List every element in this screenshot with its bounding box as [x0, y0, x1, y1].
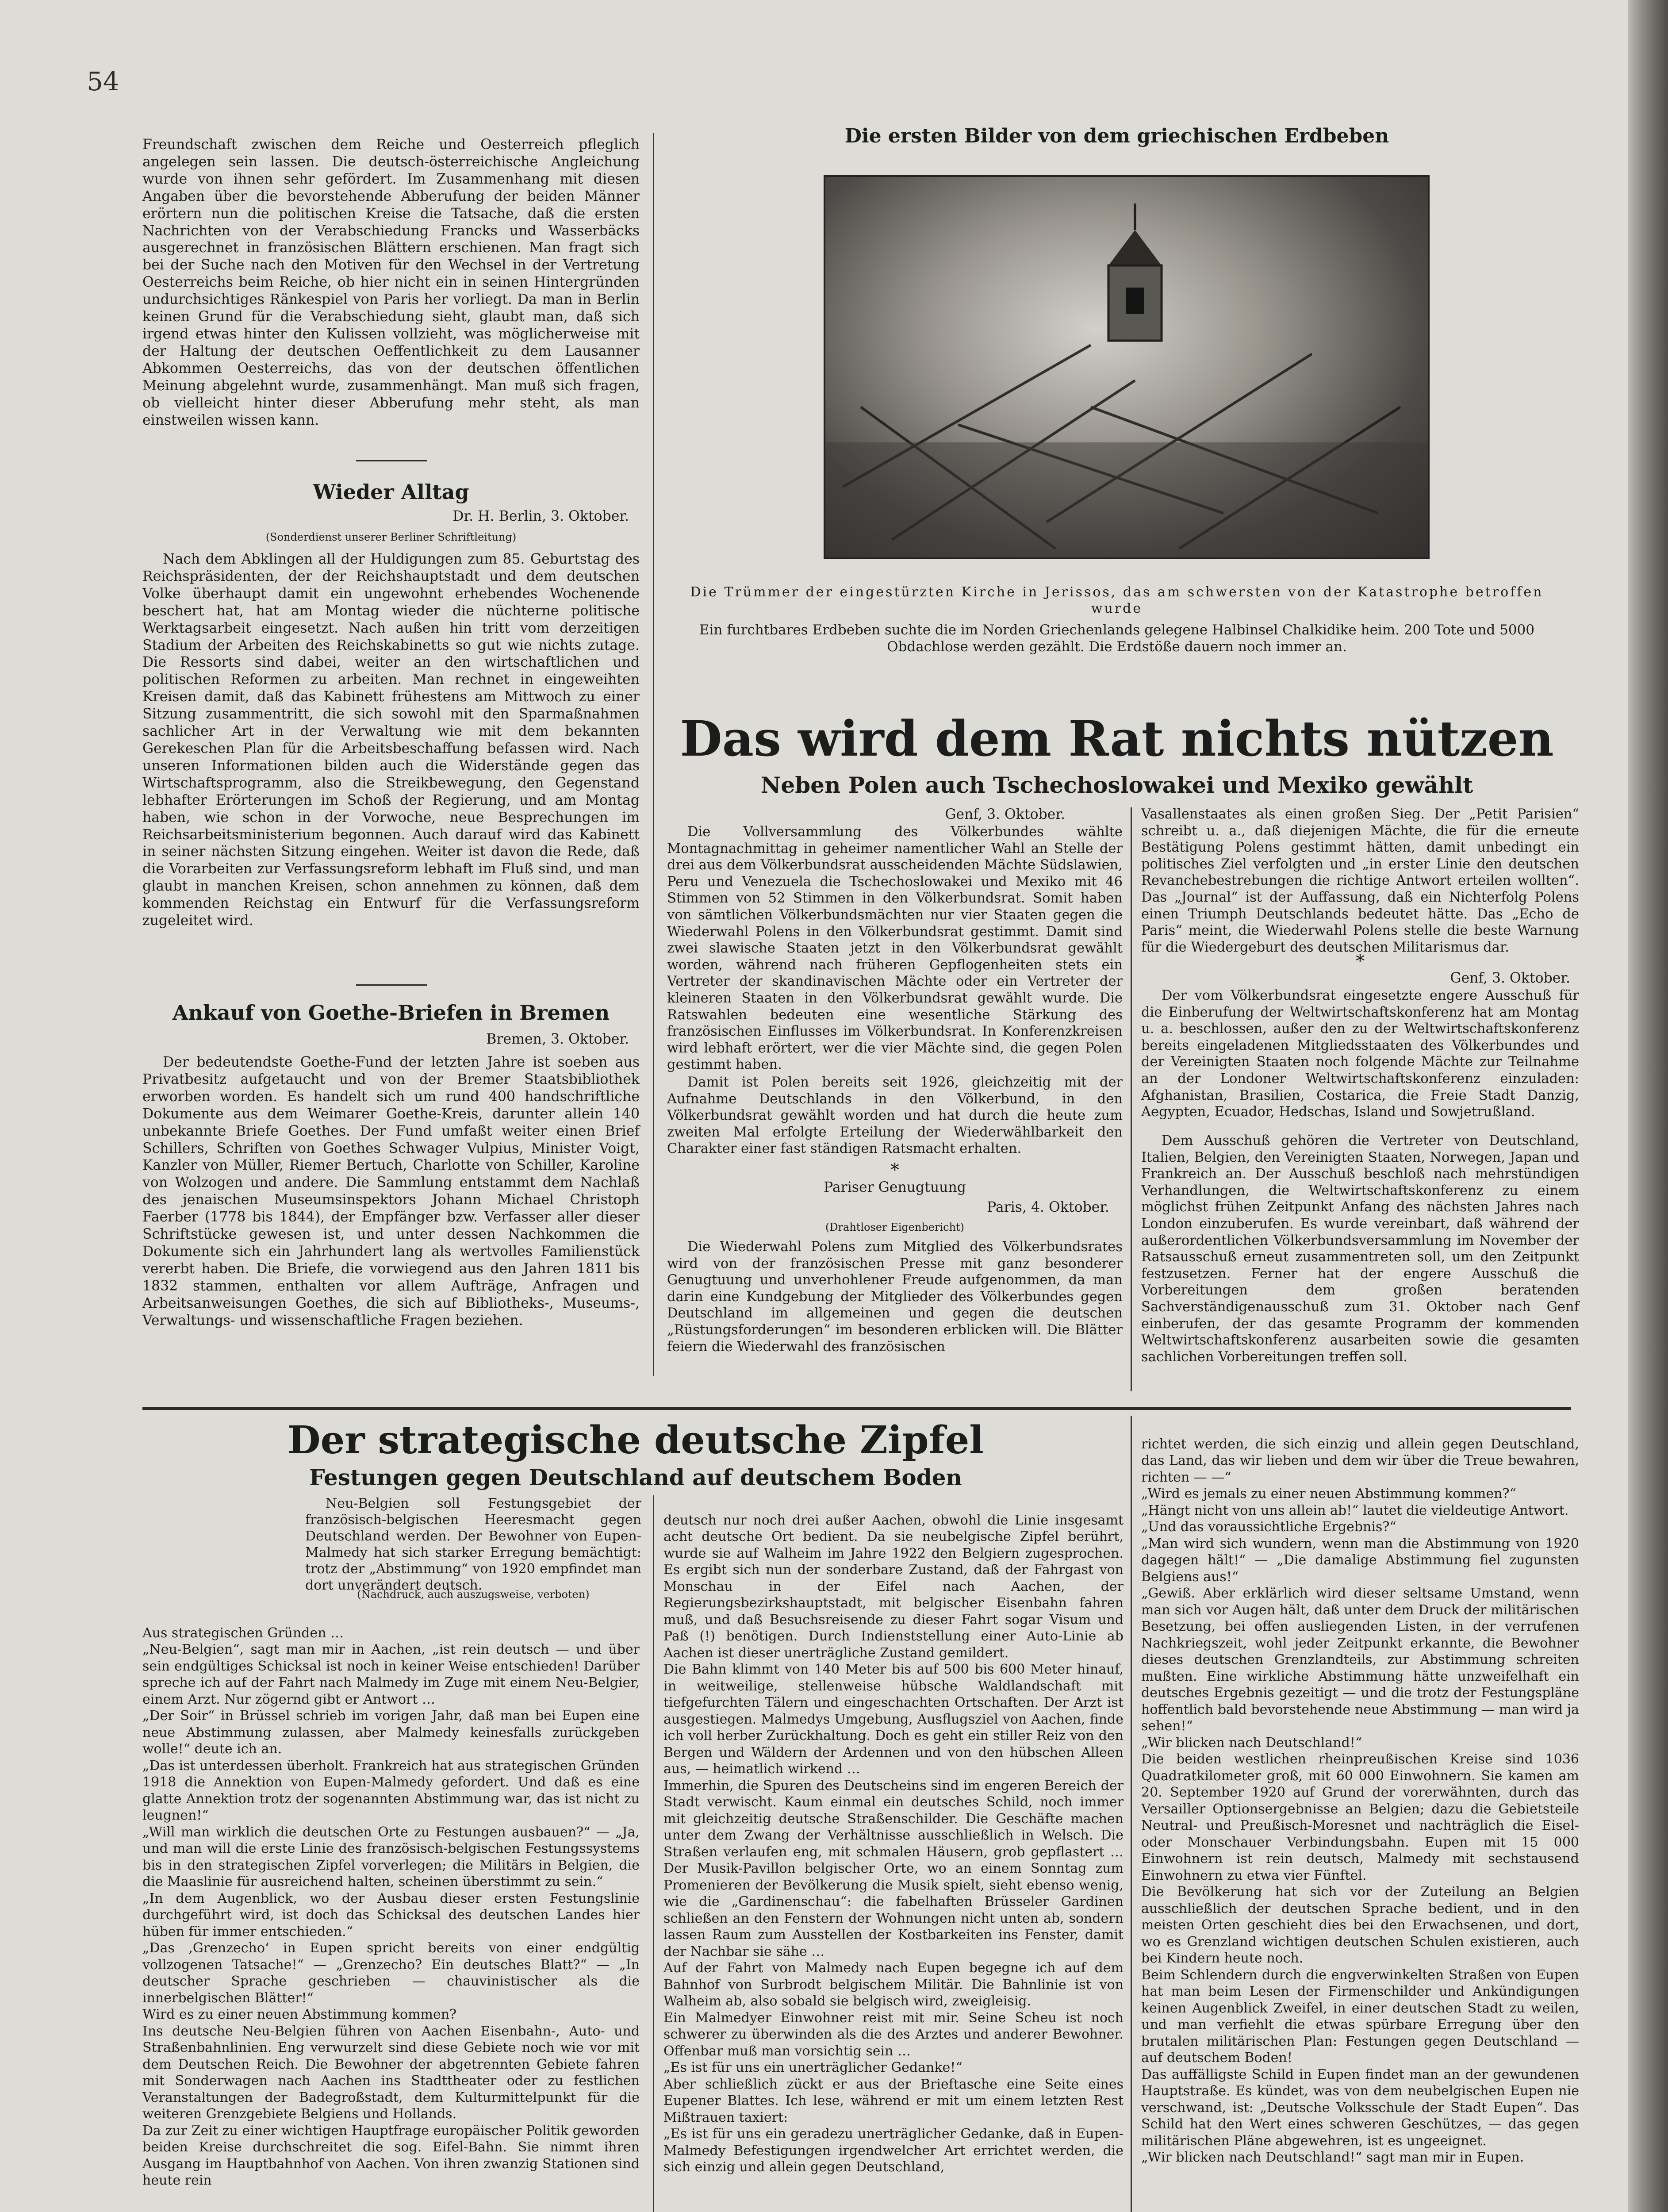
paragraph: Aus strategischen Gründen … „Neu-Belgien“, sagt man mir in Aachen, „ist rein deutsch — und über sein endgültiges Schicksal ist noch in keiner Weise entschieden! Darüber spreche ich auf der Fahrt nach Malmedy im Zuge mit einem Neu-Belgier, einem Arzt. Nur zögernd gibt er Antwort … „Der Soir“ in Brüssel schrieb im vorigen Jahr, daß man bei Eupen eine neue Abstimmung zulassen, aber Malmedy keinesfalls zurückgeben wolle!“ deute ich an. „Das ist unterdessen überholt. Frankreich hat aus strategischen Gründen 1918 die Annektion von Eupen-Malmedy gefordert. Und daß es eine glatte Annektion trotz der sogenannten Abstimmung war, das ist nicht zu leugnen!“ „Will man wirklich die deutschen Orte zu Festungen ausbauen?“ — „Ja, und man will die erste Linie des französisch-belgischen Festungssystems bis in den strategischen Zipfel vorverlegen; die Militärs in Belgien, die die Maaslinie für ausreichend halten, scheinen überstimmt zu sein.“ „In dem Augenblick, wo der Ausbau dieser ersten Festungslinie durchgeführt wird, ist doch das Schicksal des deutschen Landes hier hüben für immer entschieden.“ „Das ‚Grenzecho‘ in Eupen spricht bereits von einer endgültig vollzogenen Tatsache!“ — „Grenzecho? Ein deutsches Blatt?“ — „In deutscher Sprache geschrieben — chauvinistischer als die innerbelgischen Blätter!“ Wird es zu einer neuen Abstimmung kommen? Ins deutsche Neu-Belgien führen von Aachen Eisenbahn-, Auto- und Straßenbahnlinien. Eng verwurzelt sind diese Gebiete noch wie vor mit dem Deutschen Reich. Die Bewohner der abgetrennten Gebiete fahren mit Sonderwagen nach Aachen ins Stadttheater oder zu festlichen Veranstaltungen der Badegroßstadt, dem Kulturmittelpunkt für die weiteren Grenzgebiete Belgiens und Hollands. Da zur Zeit zu einer wichtigen Hauptfrage europäischer Politik geworden beiden Kreise durchschreitet die sog. Eifel-Bahn. Sie nimmt ihren Ausgang im Hauptbahnhof von Aachen. Von ihren zwanzig Stationen sind heute rein — [142, 1625, 640, 2188]
service-note: (Sonderdienst unserer Berliner Schriftleitung) — [265, 531, 517, 543]
photo-caption-1: Die Trümmer der eingestürzten Kirche in Jerissos, das am schwersten von der Katastrophe betroffen wurde — [690, 584, 1544, 616]
column-rule — [1131, 1416, 1132, 2212]
rat-right-text-2 — [1141, 987, 1579, 1129]
rat-right-text — [1141, 806, 1579, 965]
paragraph: Der vom Völkerbundsrat eingesetzte engere Ausschuß für die Einberufung der Weltwirtschaftskonferenz hat am Montag u. a. beschlossen, außer den zu der Weltwirtschaftskonferenz bereits eingeladenen Mitgliedsstaaten des Völkerbundes und der Vereinigten Staaten noch folgende Mächte zur Teilnahme an der Londoner Weltwirtschaftskonferenz einzuladen: Afghanistan, Brasilien, Costarica, die Freie Stadt Danzig, Aegypten, Ecuador, Hedschas, Island und Sowjetrußland. — [1141, 988, 1579, 1120]
paragraph: Damit ist Polen bereits seit 1926, gleichzeitig mit der Aufnahme Deutschlands in den Völkerbund, in den Völkerbundsrat gewählt worden und hat durch die heute zum zweiten Mal erfolgte Erteilung der Wiederwählbarkeit den Charakter einer fast ständigen Ratsmacht erhalten. — [667, 1075, 1123, 1157]
paragraph: Die Vollversammlung des Völkerbundes wählte Montagnachmittag in geheimer namentlicher Wahl an Stelle der drei aus dem Völkerbundsrat ausscheidenden Mächte Südslawien, Peru und Venezuela die Tschechoslowakei und Mexiko mit 46 Stimmen von 52 Stimmen in den Völkerbundsrat. Somit haben von sämtlichen Völkerbundsmächten nur vier Staaten gegen die Wiederwahl Polens in den Völkerbundsrat gestimmt. Damit sind zwei slawische Staaten jetzt in den Völkerbundsrat gewählt worden, während nach früheren Gepflogenheiten stets ein Vertreter der skandinavischen Mächte oder ein Vertreter der kleineren Staaten in den Völkerbundsrat gewählt wurde. Die Ratswahlen bedeuten eine wesentliche Stärkung des französischen Einflusses im Völkerbundsrat. In Konferenzkreisen wird lebhaft erörtert, wer die vier Mächte sind, die gegen Polen gestimmt haben. — [667, 824, 1123, 1073]
divider — [356, 460, 427, 461]
column-rule — [653, 1495, 654, 2212]
zipfel-col2-text — [663, 1495, 1124, 2212]
paragraph: Nach dem Abklingen all der Huldigungen zum 85. Geburtstag des Reichspräsidenten, der der Reichshauptstadt und dem deutschen Volke überhaupt damit ein ungewohnt erhebendes Wochenende beschert hat, hat am Montag wieder die nüchterne politische Werktagsarbeit eingesetzt. Nach außen hin tritt vom derzeitigen Stadium der Arbeiten des Reichskabinetts so gut wie nichts zutage. Die Ressorts sind dabei, weiter an den wirtschaftlichen und politischen Reformen zu arbeiten. Man rechnet in eingeweihten Kreisen damit, daß das Kabinett frühestens am Mittwoch zu einer Sitzung zusammentritt, die sich sowohl mit den Sparmaßnahmen sachlicher Art in der Verwaltung wie mit dem bekannten Gerekeschen Plan für die Arbeitsbeschaffung befassen wird. Nach unseren Informationen bilden auch die Widerstände gegen das Wirtschaftsprogramm, also die Streikbewegung, den Gegenstand lebhafter Erörterungen im Schoß der Regierung, und am Montag haben, wie schon in der Vorwoche, neue Besprechungen im Reichsarbeitsministerium begonnen. Auch darauf wird das Kabinett in seiner nächsten Sitzung eingehen. Weiter ist davon die Rede, daß die Vorarbeiten zur Verfassungsreform lebhaft im Fluß sind, und man glaubt in manchen Kreisen, schon annehmen zu können, daß dem kommenden Reichstag ein Entwurf für die Verfassungsreform zugeleitet wird. — [142, 551, 640, 929]
headline: Wieder Alltag — [313, 480, 469, 504]
zipfel-intro — [305, 1495, 641, 1593]
column-rule — [1131, 807, 1132, 1391]
article-goethe-text — [142, 1054, 640, 1388]
headline: Ankauf von Goethe-Briefen in Bremen — [172, 1001, 610, 1025]
article-wieder-alltag-text — [142, 551, 640, 975]
paragraph: Vasallenstaates als einen großen Sieg. Der „Petit Parisien“ schreibt u. a., daß diejenigen Mächte, die für die erneute Bestätigung Polens gestimmt hätten, damit unbedingt ein politisches Ziel verfolgten und „in erster Linie den deutschen Revanchebestrebungen die richtige Antwort erteilen wollten“. Das „Journal“ ist der Auffassung, daß ein Nichterfolg Polens einen Triumph Deutschlands bedeutet hätte. Das „Echo de Paris“ meint, die Wiederwahl Polens stelle die beste Warnung für die Wiedergeburt des deutschen Militarismus dar. — [1141, 806, 1579, 955]
paragraph: deutsch nur noch drei außer Aachen, obwohl die Linie insgesamt acht deutsche Ort bedient. Da sie neubelgische Zipfel berührt, wurde sie auf Walheim im Jahre 1922 den Belgiern zugesprochen. Es ergibt sich nun der sonderbare Zustand, daß der Fahrgast von Monschau in der Eifel nach Aachen, der Regierungsbezirkshauptstadt, mit belgischer Eisenbahn fahren muß, und daß Besuchsreisende zu dieser Fahrt sogar Visum und Paß (!) benötigen. Durch Indienststellung einer Auto-Linie ab Aachen ist dieser unerträgliche Zustand gemildert. Die Bahn klimmt von 140 Meter bis auf 500 bis 600 Meter hinauf, in weitweilige, stellenweise hübsche Waldlandschaft mit tiefgefurchten Tälern und eingeschachten Ortschaften. Der Arzt ist ausgestiegen. Malmedys Umgebung, Ausflugsziel von Aachen, finde ich voll herber Zurückhaltung. Doch es geht ein stiller Reiz von den Bergen und Wäldern der Ardennen und von den hübschen Alleen aus, — heimatlich wirkend … Immerhin, die Spuren des Deutscheins sind im engeren Bereich der Stadt verwischt. Kaum einmal ein deutsches Schild, noch immer mit gleichzeitig deutsche Straßenschilder. Die Geschäfte machen unter dem Zwang der Verhältnisse ausschließlich in Welsch. Die Straßen verlaufen eng, mit schmalen Häusern, grob gepflastert … Der Musik-Pavillon belgischer Orte, wo an einem Sonntag zum Promenieren der Bevölkerung die Musik spielt, sieht ebenso wenig, wie die „Gardinenschau“: die fabelhaften Brüsseler Gardinen schließen an den Fenstern der Wohnungen nicht unten ab, sondern lassen Raum zum Ausstellen der Kostbarkeiten ins Fenster, damit der Nachbar sie sähe … Auf der Fahrt von Malmedy nach Eupen begegne ich auf dem Bahnhof von Surbrodt belgischem Militär. Die Bahnlinie ist von Walheim ab, also sobald sie belgisch wird, zweigleisig. Ein Malmedyer Einwohner reist mit mir. Seine Scheu ist noch schwerer zu überwinden als die des Arztes und anderer Bewohner. Offenbar muß man vorsichtig sein … „Es ist für uns ein unerträglicher Gedanke!“ Aber schließlich zückt er aus der Brieftasche eine Seite eines Eupener Blattes. Ich lese, während er mit um einem letzten Rest Mißtrauen taxiert: „Es ist für uns ein geradezu unerträglicher Gedanke, daß in Eupen-Malmedy Befestigungen irgendwelcher Art errichtet werden, die sich einzig und allein gegen Deutschland, — [663, 1512, 1124, 2175]
dateline: Genf, 3. Oktober. — [1450, 970, 1570, 986]
dateline: Genf, 3. Oktober. — [945, 806, 1065, 822]
page-number: 54 — [87, 66, 119, 96]
dateline: Bremen, 3. Oktober. — [486, 1031, 629, 1047]
rat-left-text — [667, 824, 1123, 1071]
rat-left-text-3 — [667, 1239, 1123, 1389]
section-rule — [142, 1407, 1571, 1410]
church-ruins-image — [825, 177, 1428, 557]
rat-right-text-3 — [1141, 1133, 1579, 1389]
dateline: Dr. H. Berlin, 3. Oktober. — [452, 508, 629, 524]
section-subheadline: Festungen gegen Deutschland auf deutschem Boden — [309, 1464, 962, 1490]
separator-star: * — [890, 1160, 899, 1180]
subheadline: Neben Polen auch Tschechoslowakei und Mexiko gewählt — [760, 772, 1473, 798]
paragraph: Dem Ausschuß gehören die Vertreter von Deutschland, Italien, Belgien, den Vereinigten Staaten, Norwegen, Japan und Frankreich an. Der Ausschuß beschloß nach mehrstündigen Verhandlungen, die Weltwirtschaftskonferenz zu einem möglichst frühen Zeitpunkt Anfang des nächsten Jahres nach London einzuberufen. Es wurde vereinbart, daß während der außerordentlichen Völkerbundsversammlung im November der Ratsausschuß erneut zusammentreten soll, um den Zeitpunkt festzusetzen. Ferner hat der engere Ausschuß die Vorbereitungen dem großen beratenden Sachverständigenausschuß zum 31. Oktober nach Genf einberufen, der das gesamte Programm der kommenden Weltwirtschaftskonferenz ausarbeiten sowie die gesamten sachlichen Vorbereitungen treffen soll. — [1141, 1133, 1579, 1365]
photo-caption-2: Ein furchtbares Erdbeben suchte die im Norden Griechenlands gelegene Halbinsel Chalkidike heim. 200 Tote und 5000 Obdachlose werden gezählt. Die Erdstöße dauern noch immer an. — [699, 622, 1535, 655]
section-headline: Der strategische deutsche Zipfel — [288, 1418, 984, 1463]
article-oesterreich-text — [142, 136, 640, 455]
separator-star: * — [1356, 951, 1365, 972]
main-headline: Das wird dem Rat nichts nützen — [680, 710, 1554, 767]
paragraph: Die Wiederwahl Polens zum Mitglied des Völkerbundsrates wird von der französischen Presse mit ganz besonderer Genugtuung und unverhohlener Freude aufgenommen, da man darin eine Kundgebung der Mitglieder des Völkerbundes gegen Deutschland im allgemeinen und gegen die deutschen „Rüstungsforderungen“ im besonderen erblicken will. Die Blätter feiern die Wiederwahl des französischen — [667, 1239, 1123, 1355]
rights-note: (Nachdruck, auch auszugsweise, verboten) — [357, 1588, 590, 1601]
paragraph: Der bedeutendste Goethe-Fund der letzten Jahre ist soeben aus Privatbesitz aufgetaucht und von der Bremer Staatsbibliothek erworben worden. Es handelt sich um rund 400 handschriftliche Dokumente aus dem Weimarer Goethe-Kreis, darunter allein 140 unbekannte Briefe Goethes. Der Fund umfaßt weiter einen Brief Schillers, Schriften von Goethes Schwager Vulpius, Minister Voigt, Kanzler von Müller, Riemer Bertuch, Charlotte von Schiller, Karoline von Wolzogen und andere. Die Sammlung entstammt dem Nachlaß des jenaischen Museumsinspektors Johann Michael Christoph Faerber (1778 bis 1844), der Empfänger bzw. Verfasser aller dieser Schriftstücke gewesen ist, und unter dessen Nachkommen die Dokumente sich ein Jahrhundert lang als wertvolles Familienstück vererbt haben. Die Briefe, die vorwiegend aus den Jahren 1811 bis 1832 stammen, enthalten vor allem Aufträge, Anfragen und Arbeitsanweisungen Goethes, die sich auf Bibliotheks-, Museums-, Verwaltungs- und wissenschaftliche Fragen beziehen. — [142, 1054, 640, 1329]
page-edge — [1628, 0, 1668, 2212]
zipfel-col1-text — [142, 1608, 640, 2212]
paragraph: Freundschaft zwischen dem Reiche und Oesterreich pfleglich angelegen sein lassen. Die deutsch-österreichische Angleichung wurde von ihnen sehr gefördert. Im Zusammenhang mit diesen Angaben über die bevorstehende Abberufung der beiden Männer erörtern nun die politischen Kreise die Tatsache, daß die ersten Nachrichten von der Verabschiedung Francks und Wasserbäcks ausgerechnet in französischen Blättern erschienen. Man fragt sich bei der Suche nach den Motiven für den Wechsel in der Vertretung Oesterreichs beim Reiche, ob hier nicht ein in seinen Hintergründen undurchsichtiges Ränkespiel von Paris her vorliegt. Da man in Berlin keinen Grund für die Verabschiedung sieht, glaubt man, daß sich irgend etwas hinter den Kulissen vollzieht, was möglicherweise mit der Haltung der deutschen Oeffentlichkeit zu dem Lausanner Abkommen Oesterreichs, das von der deutschen öffentlichen Meinung abgelehnt wurde, zusammenhängt. Man muß sich fragen, ob vielleicht hinter dieser Abberufung mehr steht, als man einstweilen wissen kann. — [142, 137, 640, 428]
paragraph: Neu-Belgien soll Festungsgebiet der französisch-belgischen Heeresmacht gegen Deutschland werden. Der Bewohner von Eupen-Malmedy hat sich starker Erregung bemächtigt: trotz der „Abstimmung“ von 1920 empfindet man dort unverändert deutsch. — [305, 1496, 641, 1593]
photo-title: Die ersten Bilder von dem griechischen Erdbeben — [844, 125, 1389, 147]
paragraph: richtet werden, die sich einzig und allein gegen Deutschland, das Land, das wir lieben und dem wir über die Treue bewahren, richten — —“ „Wird es jemals zu einer neuen Abstimmung kommen?“ „Hängt nicht von uns allein ab!“ lautet die vieldeutige Antwort. „Und das voraussichtliche Ergebnis?“ „Man wird sich wundern, wenn man die Abstimmung von 1920 dagegen hält!“ — „Die damalige Abstimmung fiel zugunsten Belgiens aus!“ „Gewiß. Aber erklärlich wird dieser seltsame Umstand, wenn man sich vor Augen hält, daß unter dem Druck der militärischen Besetzung, bei offen ausliegenden Listen, in der verrufenen Nachkriegszeit, wohl jeder Zeitpunkt erkannte, die Bewohner dieses deutschen Grenzlandteils, zur Abstimmung schreiten mußten. Eine wirkliche Abstimmung hätte unzweifelhaft ein deutsches Ergebnis gezeitigt — und die trotz der Festungspläne hoffentlich bald bevorstehende neue Abstimmung — man wird ja sehen!“ „Wir blicken nach Deutschland!“ Die beiden westlichen rheinpreußischen Kreise sind 1036 Quadratkilometer groß, mit 60 000 Einwohnern. Sie kamen am 20. September 1920 auf Grund der vorerwähnten, durch das Versailler Optionsergebnisse an Belgien; dazu die Gebietsteile Neutral- und Preußisch-Moresnet und nachträglich die Eisel- oder Monschauer Verbindungsbahn. Eupen mit 15 000 Einwohnern ist rein deutsch, Malmedy mit sechstausend Einwohnern zu etwa vier Fünftel. Die Bevölkerung hat sich vor der Zuteilung an Belgien ausschließlich der deutschen Sprache bedient, und in den meisten Orten geschieht dies bei den Erwachsenen, und dort, wo es Grenzland wichtigen deutschen Schulen existieren, auch bei Kindern heute noch. Beim Schlendern durch die engverwinkelten Straßen von Eupen hat man beim Lesen der Firmenschilder und Ankündigungen keinen Augenblick Zweifel, in einer deutschen Stadt zu weilen, und man verfiehlt die etwas spürbare Erregung über den brutalen militärischen Plan: Festungen gegen Deutschland — auf deutschem Boden! Das auffälligste Schild in Eupen findet man an der gewundenen Hauptstraße. Es kündet, was von dem neubelgischen Eupen nie verschwand, ist: „Deutsche Volksschule der Stadt Eupen“. Das Schild hat den Wert eines schweren Geschützes, — das gegen militärischen Pläne abgewehren, ist es ungeeignet. „Wir blicken nach Deutschland!“ sagt man mir in Eupen. — [1141, 1436, 1579, 2165]
earthquake-photo — [824, 175, 1430, 559]
column-rule — [653, 133, 654, 1376]
zipfel-col3-text — [1141, 1419, 1579, 2212]
dateline: Paris, 4. Oktober. — [987, 1199, 1109, 1215]
rat-left-text-2 — [667, 1074, 1123, 1163]
divider — [356, 984, 427, 986]
subhead: Pariser Genugtuung — [824, 1179, 966, 1195]
service-note: (Drahtloser Eigenbericht) — [825, 1221, 965, 1233]
